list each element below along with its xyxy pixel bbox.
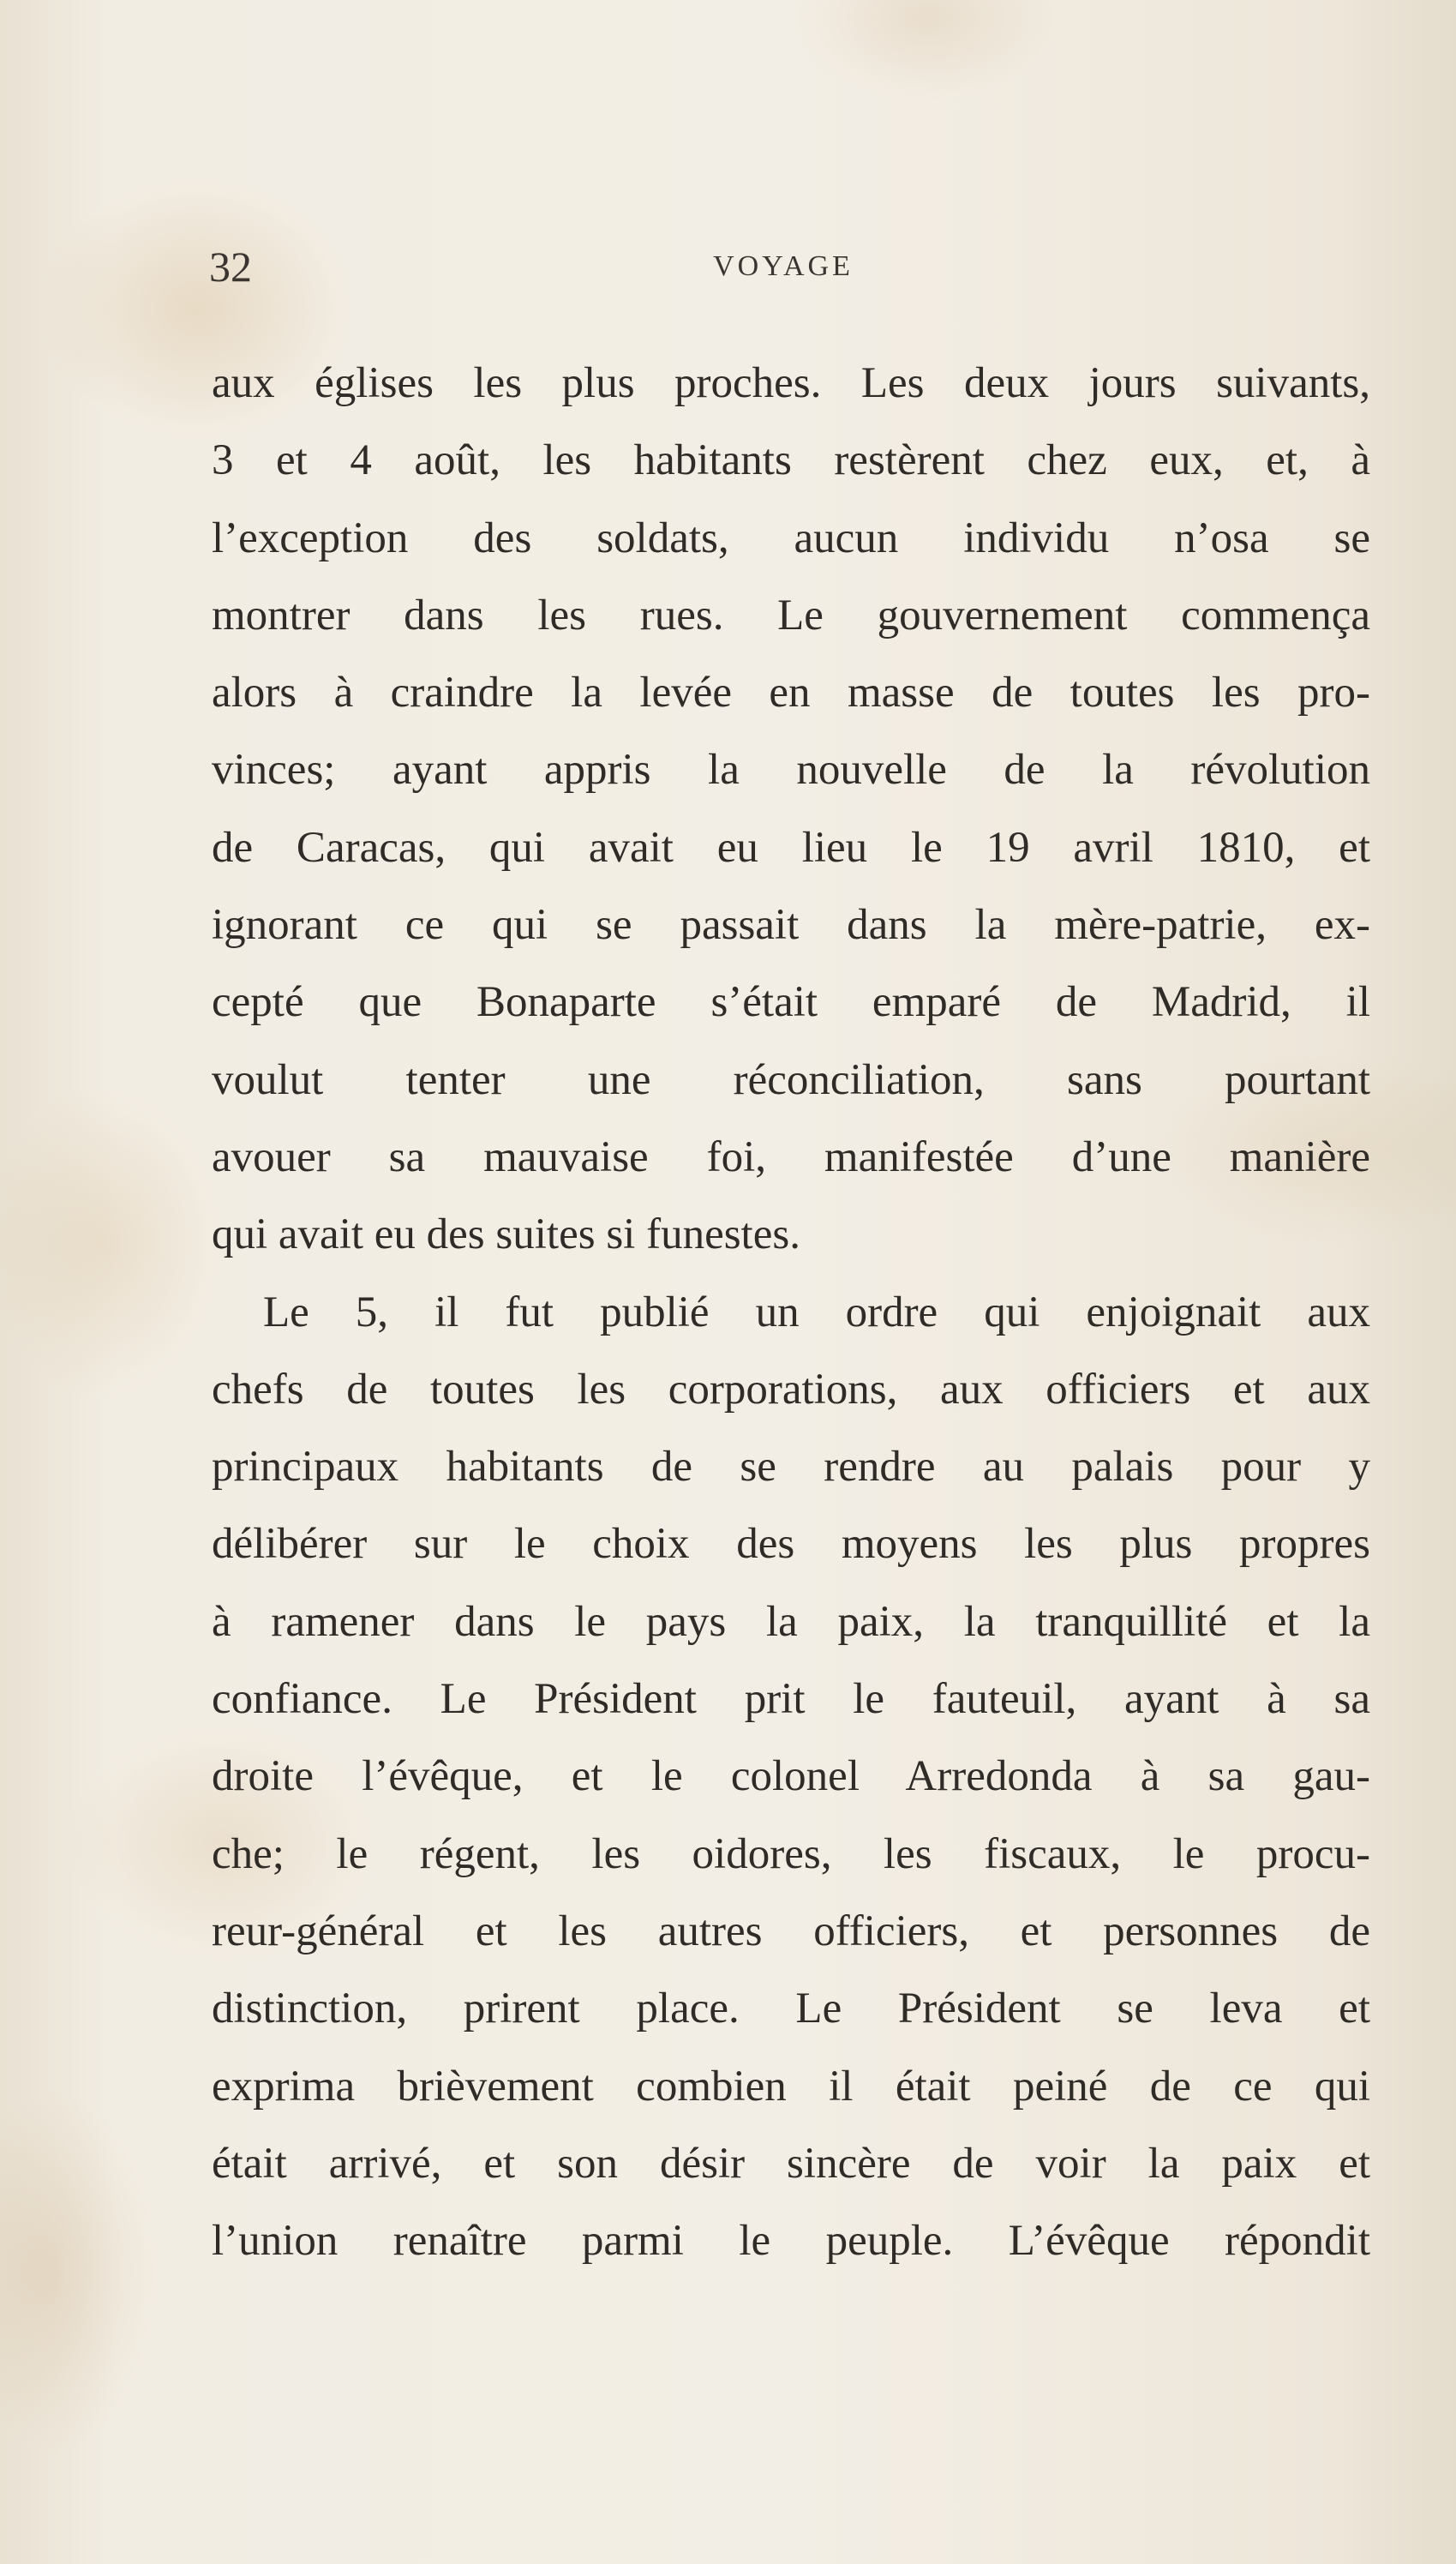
text-line: l’exception des soldats, aucun individu n’osa se [212,513,1370,562]
page-header [209,242,1370,293]
paragraph-first-line: Le 5, il fut publié un ordre qui enjoignait aux [263,1288,1370,1336]
text-line: distinction, prirent place. Le Président se leva et [212,1985,1370,2033]
text-line: confiance. Le Président prit le fauteuil, ayant à sa [212,1675,1370,1724]
text-line: vinces; ayant appris la nouvelle de la révolution [212,746,1370,795]
text-line: chefs de toutes les corporations, aux officiers et aux [212,1365,1370,1414]
text-line: était arrivé, et son désir sincère de voir la paix et [212,2139,1370,2188]
text-line: l’union renaître parmi le peuple. L’évêque répondit [212,2217,1370,2266]
text-line: montrer dans les rues. Le gouvernement commença [212,591,1370,639]
text-line: droite l’évêque, et le colonel Arredonda à sa gau- [212,1752,1370,1801]
text-line: 3 et 4 août, les habitants restèrent chez eux, et, à [212,436,1370,485]
running-title: VOYAGE [713,250,854,282]
text-line: che; le régent, les oidores, les fiscaux, le procu- [212,1829,1370,1878]
text-line: cepté que Bonaparte s’était emparé de Madrid, il [212,978,1370,1027]
text-line: délibérer sur le choix des moyens les plus propres [212,1520,1370,1569]
text-line: de Caracas, qui avait eu lieu le 19 avril 1810, et [212,823,1370,872]
text-line: alors à craindre la levée en masse de toutes les pro- [212,669,1370,718]
text-line: reur-général et les autres officiers, et personnes de [212,1906,1370,1955]
paragraph-last-line: qui avait eu des suites si funestes. [212,1210,800,1259]
text-line: avouer sa mauvaise foi, manifestée d’une manière [212,1132,1370,1181]
text-line: exprima brièvement combien il était peiné de ce qui [212,2062,1370,2111]
text-line: voulut tenter une réconciliation, sans pourtant [212,1055,1370,1104]
page-number: 32 [209,243,252,291]
text-line: ignorant ce qui se passait dans la mère-patrie, ex- [212,901,1370,950]
text-line: à ramener dans le pays la paix, la tranquillité et la [212,1597,1370,1646]
text-line: aux églises les plus proches. Les deux jours suivants, [212,359,1370,407]
body-text [212,345,1370,2279]
text-line: principaux habitants de se rendre au palais pour y [212,1443,1370,1492]
